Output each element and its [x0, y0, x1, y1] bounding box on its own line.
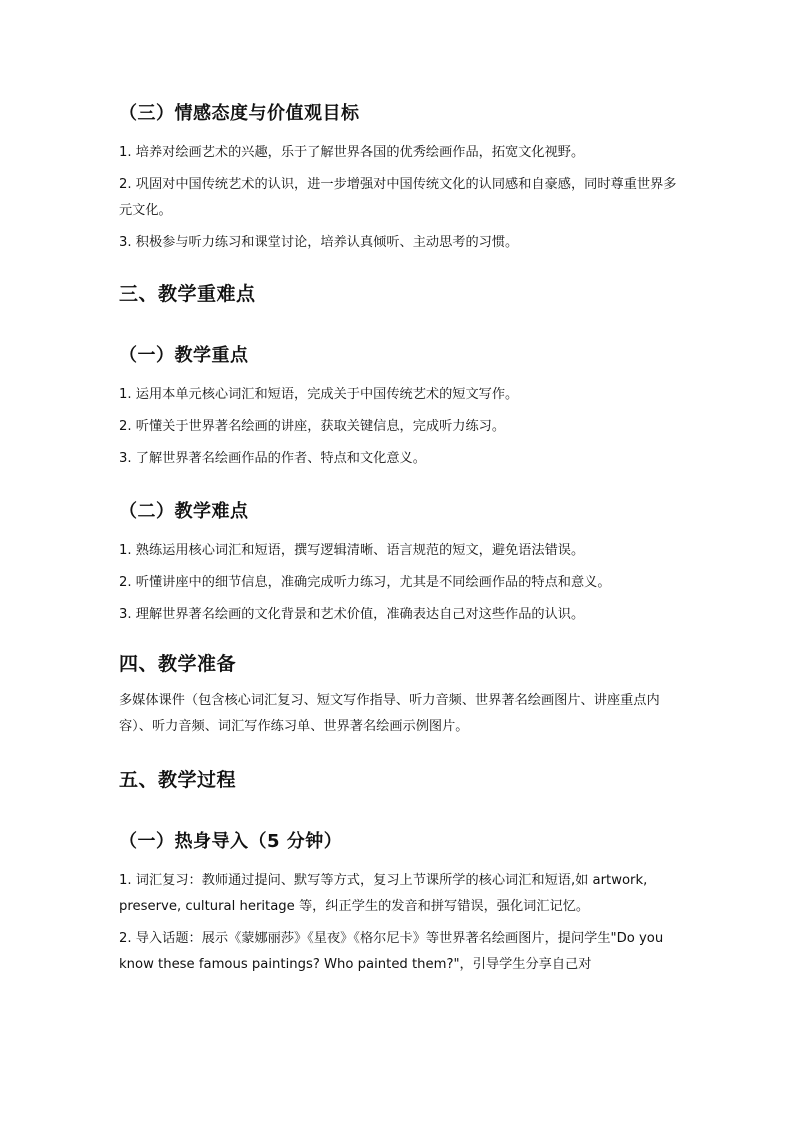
warm-up-list	[119, 868, 689, 978]
list-item: 1. 词汇复习：教师通过提问、默写等方式，复习上节课所学的核心词汇和短语,如 artwork, preserve, cultural heritage 等，纠正学生的发音和拼写错误，强化词汇记忆。	[119, 873, 648, 914]
list-item: 3. 积极参与听力练习和课堂讨论，培养认真倾听、主动思考的习惯。	[119, 235, 519, 250]
list-item: 2. 听懂讲座中的细节信息，准确完成听力练习，尤其是不同绘画作品的特点和意义。	[119, 575, 611, 590]
list-item: 3. 了解世界著名绘画作品的作者、特点和文化意义。	[119, 451, 426, 466]
subsection-title-warm-up: （一）热身导入（5 分钟）	[119, 831, 343, 852]
document-content	[119, 96, 689, 978]
section-title-teaching-process: 五、教学过程	[119, 769, 237, 791]
list-item: 2. 巩固对中国传统艺术的认识，进一步增强对中国传统文化的认同感和自豪感，同时尊重世界多元文化。	[119, 177, 677, 218]
subsection-title-difficult-points: （二）教学难点	[119, 501, 249, 522]
list-item: 1. 熟练运用核心词汇和短语，撰写逻辑清晰、语言规范的短文，避免语法错误。	[119, 543, 585, 558]
difficult-points-list	[119, 538, 689, 628]
list-item: 3. 理解世界著名绘画的文化背景和艺术价值，准确表达自己对这些作品的认识。	[119, 607, 585, 622]
list-item: 1. 培养对绘画艺术的兴趣，乐于了解世界各国的优秀绘画作品，拓宽文化视野。	[119, 145, 585, 160]
attitude-goals-list	[119, 140, 689, 256]
list-item: 2. 听懂关于世界著名绘画的讲座，获取关键信息，完成听力练习。	[119, 419, 506, 434]
section-title-key-difficult-points: 三、教学重难点	[119, 283, 256, 305]
list-item: 1. 运用本单元核心词汇和短语，完成关于中国传统艺术的短文写作。	[119, 387, 519, 402]
subsection-title-key-points: （一）教学重点	[119, 345, 249, 366]
list-item: 2. 导入话题：展示《蒙娜丽莎》《星夜》《格尔尼卡》等世界著名绘画图片，提问学生"Do you know these famous paintings? Who painted them?"，引导学生分享自己对	[119, 931, 664, 972]
section-title-teaching-preparation: 四、教学准备	[119, 653, 237, 675]
key-points-list	[119, 382, 689, 472]
subsection-title-attitude-goals: （三）情感态度与价值观目标	[119, 103, 360, 124]
teaching-preparation-body: 多媒体课件（包含核心词汇复习、短文写作指导、听力音频、世界著名绘画图片、讲座重点内容）、听力音频、词汇写作练习单、世界著名绘画示例图片。	[119, 693, 660, 734]
